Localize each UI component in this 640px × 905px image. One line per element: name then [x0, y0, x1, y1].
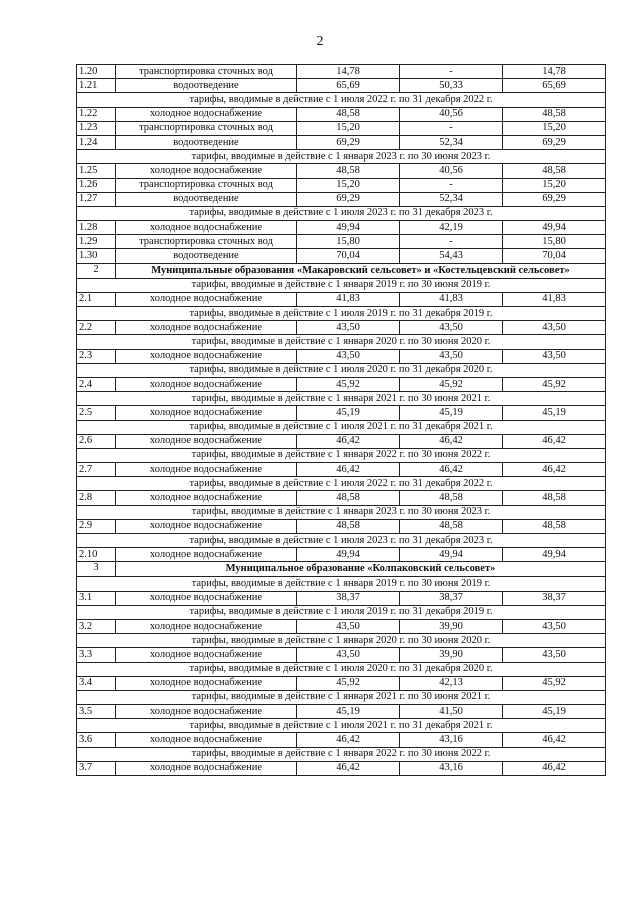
tariff-value-1: 15,20 [297, 121, 400, 135]
tariff-period-row [77, 363, 606, 377]
tariff-value-1: 41,83 [297, 292, 400, 306]
service-name: холодное водоснабжение [116, 321, 297, 335]
tariff-value-3: 70,04 [503, 249, 606, 263]
tariff-value-3: 69,29 [503, 192, 606, 206]
tariff-value-2: - [400, 178, 503, 192]
tariff-period-row [77, 477, 606, 491]
tariff-value-1: 38,37 [297, 591, 400, 605]
row-number: 2.2 [77, 321, 116, 335]
tariff-period-text: тарифы, вводимые в действие с 1 января 2021 г. по 30 июня 2021 г. [77, 392, 606, 406]
service-name: транспортировка сточных вод [116, 65, 297, 79]
tariff-value-1: 46,42 [297, 761, 400, 775]
tariff-value-2: 48,58 [400, 491, 503, 505]
tariff-value-1: 43,50 [297, 349, 400, 363]
tariff-value-3: 49,94 [503, 221, 606, 235]
tariff-value-3: 48,58 [503, 107, 606, 121]
table-row [77, 221, 606, 235]
tariff-table [76, 64, 606, 776]
tariff-value-3: 49,94 [503, 548, 606, 562]
service-name: холодное водоснабжение [116, 676, 297, 690]
tariff-period-text: тарифы, вводимые в действие с 1 января 2022 г. по 30 июня 2022 г. [77, 747, 606, 761]
row-number: 3.6 [77, 733, 116, 747]
tariff-period-row [77, 278, 606, 292]
tariff-value-1: 15,80 [297, 235, 400, 249]
tariff-period-row [77, 335, 606, 349]
tariff-value-1: 49,94 [297, 221, 400, 235]
tariff-period-row [77, 307, 606, 321]
tariff-period-row [77, 690, 606, 704]
tariff-period-row [77, 662, 606, 676]
tariff-value-1: 45,19 [297, 406, 400, 420]
table-row [77, 491, 606, 505]
tariff-value-2: 39,90 [400, 619, 503, 633]
table-row [77, 548, 606, 562]
table-row [77, 463, 606, 477]
tariff-period-text: тарифы, вводимые в действие с 1 января 2020 г. по 30 июня 2020 г. [77, 634, 606, 648]
table-row [77, 135, 606, 149]
service-name: холодное водоснабжение [116, 107, 297, 121]
row-number: 3.3 [77, 648, 116, 662]
tariff-value-3: 41,83 [503, 292, 606, 306]
tariff-value-1: 46,42 [297, 733, 400, 747]
tariff-value-2: 46,42 [400, 434, 503, 448]
tariff-value-2: 45,92 [400, 377, 503, 391]
tariff-period-text: тарифы, вводимые в действие с 1 июля 2023 г. по 31 декабря 2023 г. [77, 534, 606, 548]
tariff-value-1: 49,94 [297, 548, 400, 562]
tariff-value-2: 45,19 [400, 406, 503, 420]
table-row [77, 619, 606, 633]
service-name: водоотведение [116, 192, 297, 206]
tariff-value-3: 69,29 [503, 135, 606, 149]
row-number: 3.4 [77, 676, 116, 690]
tariff-period-text: тарифы, вводимые в действие с 1 января 2022 г. по 30 июня 2022 г. [77, 448, 606, 462]
tariff-value-1: 43,50 [297, 619, 400, 633]
row-number: 2.3 [77, 349, 116, 363]
service-name: холодное водоснабжение [116, 164, 297, 178]
tariff-value-1: 15,20 [297, 178, 400, 192]
tariff-period-text: тарифы, вводимые в действие с 1 января 2021 г. по 30 июня 2021 г. [77, 690, 606, 704]
tariff-value-2: 43,50 [400, 349, 503, 363]
service-name: холодное водоснабжение [116, 377, 297, 391]
table-row [77, 349, 606, 363]
tariff-value-3: 43,50 [503, 349, 606, 363]
tariff-value-1: 14,78 [297, 65, 400, 79]
table-row [77, 648, 606, 662]
table-row [77, 519, 606, 533]
tariff-value-1: 69,29 [297, 135, 400, 149]
row-number: 2.8 [77, 491, 116, 505]
tariff-period-row [77, 577, 606, 591]
row-number: 2.4 [77, 377, 116, 391]
tariff-value-2: 42,19 [400, 221, 503, 235]
service-name: транспортировка сточных вод [116, 121, 297, 135]
tariff-value-3: 46,42 [503, 733, 606, 747]
municipality-name: Муниципальное образование «Колпаковский сельсовет» [116, 562, 606, 577]
row-number: 3.1 [77, 591, 116, 605]
tariff-period-text: тарифы, вводимые в действие с 1 июля 2022 г. по 31 декабря 2022 г. [77, 93, 606, 107]
service-name: транспортировка сточных вод [116, 235, 297, 249]
tariff-period-text: тарифы, вводимые в действие с 1 июля 2021 г. по 31 декабря 2021 г. [77, 420, 606, 434]
tariff-period-row [77, 150, 606, 164]
table-row [77, 235, 606, 249]
tariff-period-row [77, 605, 606, 619]
tariff-value-3: 45,19 [503, 705, 606, 719]
table-row [77, 676, 606, 690]
tariff-value-1: 45,19 [297, 705, 400, 719]
tariff-value-1: 45,92 [297, 377, 400, 391]
row-number: 2.6 [77, 434, 116, 448]
tariff-period-text: тарифы, вводимые в действие с 1 июля 2019 г. по 31 декабря 2019 г. [77, 307, 606, 321]
tariff-value-2: 38,37 [400, 591, 503, 605]
row-number: 2.7 [77, 463, 116, 477]
service-name: водоотведение [116, 79, 297, 93]
table-row [77, 164, 606, 178]
row-number: 1.29 [77, 235, 116, 249]
tariff-value-2: 54,43 [400, 249, 503, 263]
tariff-value-2: 40,56 [400, 107, 503, 121]
tariff-period-text: тарифы, вводимые в действие с 1 июля 2022 г. по 31 декабря 2022 г. [77, 477, 606, 491]
row-number: 1.22 [77, 107, 116, 121]
tariff-period-text: тарифы, вводимые в действие с 1 июля 2023 г. по 31 декабря 2023 г. [77, 206, 606, 220]
table-row [77, 377, 606, 391]
tariff-value-3: 15,80 [503, 235, 606, 249]
tariff-value-2: 40,56 [400, 164, 503, 178]
tariff-value-2: - [400, 235, 503, 249]
row-number: 1.30 [77, 249, 116, 263]
table-row [77, 761, 606, 775]
row-number: 1.20 [77, 65, 116, 79]
tariff-period-row [77, 448, 606, 462]
row-number: 1.27 [77, 192, 116, 206]
table-row [77, 249, 606, 263]
tariff-value-2: 43,16 [400, 761, 503, 775]
service-name: водоотведение [116, 135, 297, 149]
table-row [77, 178, 606, 192]
service-name: холодное водоснабжение [116, 548, 297, 562]
tariff-value-2: 41,83 [400, 292, 503, 306]
tariff-value-1: 43,50 [297, 648, 400, 662]
tariff-value-3: 14,78 [503, 65, 606, 79]
service-name: холодное водоснабжение [116, 221, 297, 235]
tariff-value-3: 46,42 [503, 463, 606, 477]
tariff-period-row [77, 747, 606, 761]
service-name: холодное водоснабжение [116, 349, 297, 363]
tariff-value-3: 43,50 [503, 619, 606, 633]
row-number: 2 [77, 263, 116, 278]
tariff-value-2: 52,34 [400, 135, 503, 149]
tariff-period-text: тарифы, вводимые в действие с 1 января 2019 г. по 30 июня 2019 г. [77, 278, 606, 292]
tariff-value-3: 45,19 [503, 406, 606, 420]
tariff-period-text: тарифы, вводимые в действие с 1 января 2023 г. по 30 июня 2023 г. [77, 505, 606, 519]
table-row [77, 65, 606, 79]
tariff-period-row [77, 719, 606, 733]
tariff-period-text: тарифы, вводимые в действие с 1 июля 2020 г. по 31 декабря 2020 г. [77, 363, 606, 377]
tariff-value-1: 70,04 [297, 249, 400, 263]
tariff-value-2: - [400, 65, 503, 79]
tariff-period-text: тарифы, вводимые в действие с 1 января 2019 г. по 30 июня 2019 г. [77, 577, 606, 591]
tariff-value-3: 46,42 [503, 434, 606, 448]
tariff-value-1: 43,50 [297, 321, 400, 335]
service-name: транспортировка сточных вод [116, 178, 297, 192]
row-number: 1.26 [77, 178, 116, 192]
row-number: 1.28 [77, 221, 116, 235]
tariff-value-2: 39,90 [400, 648, 503, 662]
tariff-value-2: 50,33 [400, 79, 503, 93]
row-number: 1.25 [77, 164, 116, 178]
row-number: 3.7 [77, 761, 116, 775]
row-number: 1.21 [77, 79, 116, 93]
tariff-period-row [77, 534, 606, 548]
service-name: холодное водоснабжение [116, 519, 297, 533]
tariff-value-1: 46,42 [297, 463, 400, 477]
service-name: водоотведение [116, 249, 297, 263]
service-name: холодное водоснабжение [116, 619, 297, 633]
table-row [77, 434, 606, 448]
table-row [77, 192, 606, 206]
tariff-period-row [77, 392, 606, 406]
tariff-value-1: 48,58 [297, 491, 400, 505]
municipality-name: Муниципальные образования «Макаровский сельсовет» и «Костельцевский сельсовет» [116, 263, 606, 278]
service-name: холодное водоснабжение [116, 491, 297, 505]
service-name: холодное водоснабжение [116, 463, 297, 477]
table-row [77, 321, 606, 335]
tariff-value-1: 46,42 [297, 434, 400, 448]
tariff-period-text: тарифы, вводимые в действие с 1 января 2020 г. по 30 июня 2020 г. [77, 335, 606, 349]
table-row [77, 121, 606, 135]
tariff-value-1: 69,29 [297, 192, 400, 206]
tariff-value-3: 45,92 [503, 377, 606, 391]
row-number: 2.5 [77, 406, 116, 420]
tariff-period-text: тарифы, вводимые в действие с 1 января 2023 г. по 30 июня 2023 г. [77, 150, 606, 164]
tariff-value-3: 43,50 [503, 321, 606, 335]
tariff-value-2: 43,16 [400, 733, 503, 747]
row-number: 2.10 [77, 548, 116, 562]
page-number: 2 [316, 34, 324, 49]
tariff-value-3: 15,20 [503, 121, 606, 135]
tariff-period-row [77, 505, 606, 519]
municipality-header-row [77, 263, 606, 278]
service-name: холодное водоснабжение [116, 591, 297, 605]
table-row [77, 79, 606, 93]
tariff-value-2: 43,50 [400, 321, 503, 335]
tariff-period-row [77, 93, 606, 107]
tariff-value-2: 49,94 [400, 548, 503, 562]
tariff-value-1: 48,58 [297, 519, 400, 533]
tariff-value-3: 48,58 [503, 519, 606, 533]
tariff-value-2: 41,50 [400, 705, 503, 719]
service-name: холодное водоснабжение [116, 406, 297, 420]
table-row [77, 591, 606, 605]
tariff-period-text: тарифы, вводимые в действие с 1 июля 2019 г. по 31 декабря 2019 г. [77, 605, 606, 619]
table-row [77, 406, 606, 420]
tariff-value-2: 52,34 [400, 192, 503, 206]
tariff-value-1: 65,69 [297, 79, 400, 93]
row-number: 3.5 [77, 705, 116, 719]
tariff-value-2: 46,42 [400, 463, 503, 477]
service-name: холодное водоснабжение [116, 761, 297, 775]
tariff-period-row [77, 420, 606, 434]
tariff-value-2: 48,58 [400, 519, 503, 533]
municipality-header-row [77, 562, 606, 577]
service-name: холодное водоснабжение [116, 705, 297, 719]
tariff-value-3: 15,20 [503, 178, 606, 192]
tariff-value-3: 48,58 [503, 164, 606, 178]
tariff-value-3: 48,58 [503, 491, 606, 505]
tariff-value-2: - [400, 121, 503, 135]
tariff-value-3: 46,42 [503, 761, 606, 775]
tariff-value-3: 45,92 [503, 676, 606, 690]
tariff-value-2: 42,13 [400, 676, 503, 690]
tariff-period-text: тарифы, вводимые в действие с 1 июля 2020 г. по 31 декабря 2020 г. [77, 662, 606, 676]
tariff-value-3: 65,69 [503, 79, 606, 93]
row-number: 1.23 [77, 121, 116, 135]
service-name: холодное водоснабжение [116, 733, 297, 747]
tariff-value-1: 45,92 [297, 676, 400, 690]
table-row [77, 733, 606, 747]
row-number: 3.2 [77, 619, 116, 633]
row-number: 2.9 [77, 519, 116, 533]
service-name: холодное водоснабжение [116, 648, 297, 662]
service-name: холодное водоснабжение [116, 292, 297, 306]
row-number: 3 [77, 562, 116, 577]
row-number: 2.1 [77, 292, 116, 306]
tariff-value-1: 48,58 [297, 107, 400, 121]
service-name: холодное водоснабжение [116, 434, 297, 448]
tariff-value-3: 43,50 [503, 648, 606, 662]
tariff-table-body [77, 65, 606, 776]
tariff-period-row [77, 634, 606, 648]
row-number: 1.24 [77, 135, 116, 149]
table-row [77, 107, 606, 121]
tariff-period-row [77, 206, 606, 220]
table-row [77, 292, 606, 306]
tariff-value-3: 38,37 [503, 591, 606, 605]
table-row [77, 705, 606, 719]
tariff-period-text: тарифы, вводимые в действие с 1 июля 2021 г. по 31 декабря 2021 г. [77, 719, 606, 733]
tariff-value-1: 48,58 [297, 164, 400, 178]
